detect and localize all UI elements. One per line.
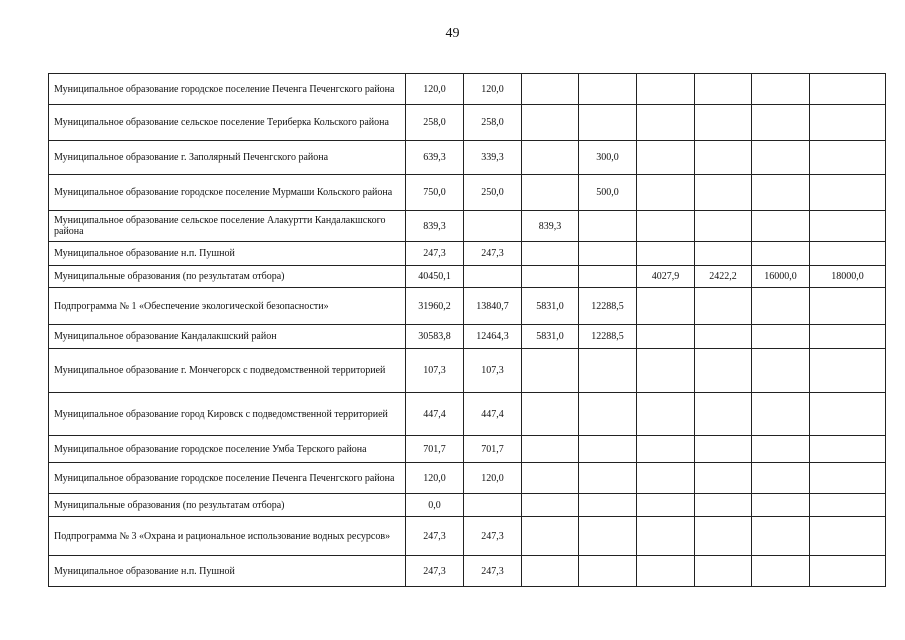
value-cell [464, 266, 522, 288]
value-cell [810, 74, 886, 105]
value-cell: 247,3 [464, 556, 522, 587]
value-cell: 40450,1 [406, 266, 464, 288]
value-cell [637, 211, 695, 242]
value-cell [752, 436, 810, 463]
row-name-cell: Муниципальное образование г. Заполярный Печенгского района [49, 141, 406, 175]
value-cell [637, 556, 695, 587]
value-cell [810, 494, 886, 517]
value-cell [810, 105, 886, 141]
value-cell: 120,0 [406, 463, 464, 494]
value-cell: 247,3 [464, 517, 522, 556]
value-cell [522, 517, 579, 556]
row-name-cell: Муниципальное образование городское поселение Мурмаши Кольского района [49, 175, 406, 211]
value-cell: 300,0 [579, 141, 637, 175]
value-cell [522, 393, 579, 436]
value-cell: 247,3 [406, 242, 464, 266]
row-name-cell: Муниципальное образование городское поселение Умба Терского района [49, 436, 406, 463]
value-cell [579, 74, 637, 105]
budget-table [48, 73, 886, 587]
value-cell [522, 242, 579, 266]
value-cell [810, 436, 886, 463]
value-cell [752, 211, 810, 242]
value-cell: 30583,8 [406, 325, 464, 349]
row-name-cell: Муниципальные образования (по результатам отбора) [49, 266, 406, 288]
value-cell [522, 349, 579, 393]
value-cell [695, 349, 752, 393]
value-cell [522, 105, 579, 141]
value-cell [810, 288, 886, 325]
value-cell: 5831,0 [522, 325, 579, 349]
value-cell: 247,3 [464, 242, 522, 266]
value-cell [637, 105, 695, 141]
value-cell [579, 211, 637, 242]
row-name-cell: Муниципальное образование город Кировск с подведомственной территорией [49, 393, 406, 436]
table-row [49, 105, 886, 141]
value-cell [695, 105, 752, 141]
table-row [49, 494, 886, 517]
table-row [49, 556, 886, 587]
row-name-cell: Муниципальное образование г. Мончегорск с подведомственной территорией [49, 349, 406, 393]
value-cell [695, 436, 752, 463]
table-row [49, 141, 886, 175]
table-row [49, 517, 886, 556]
value-cell [810, 211, 886, 242]
value-cell: 12464,3 [464, 325, 522, 349]
value-cell: 31960,2 [406, 288, 464, 325]
value-cell: 107,3 [464, 349, 522, 393]
value-cell [752, 325, 810, 349]
value-cell [637, 242, 695, 266]
value-cell [752, 175, 810, 211]
value-cell [637, 175, 695, 211]
row-name-cell: Подпрограмма № 3 «Охрана и рациональное использование водных ресурсов» [49, 517, 406, 556]
value-cell [695, 494, 752, 517]
value-cell [810, 349, 886, 393]
value-cell [752, 393, 810, 436]
value-cell [637, 74, 695, 105]
value-cell: 247,3 [406, 556, 464, 587]
row-name-cell: Муниципальные образования (по результатам отбора) [49, 494, 406, 517]
value-cell [752, 556, 810, 587]
row-name-cell: Муниципальное образование н.п. Пушной [49, 242, 406, 266]
value-cell: 701,7 [406, 436, 464, 463]
value-cell [695, 556, 752, 587]
value-cell [752, 288, 810, 325]
value-cell [637, 349, 695, 393]
value-cell: 2422,2 [695, 266, 752, 288]
value-cell [752, 141, 810, 175]
value-cell [522, 175, 579, 211]
value-cell [637, 436, 695, 463]
value-cell [752, 242, 810, 266]
value-cell [522, 141, 579, 175]
value-cell [752, 349, 810, 393]
value-cell: 500,0 [579, 175, 637, 211]
value-cell: 750,0 [406, 175, 464, 211]
value-cell: 120,0 [464, 463, 522, 494]
value-cell: 258,0 [464, 105, 522, 141]
row-name-cell: Муниципальное образование сельское поселение Териберка Кольского района [49, 105, 406, 141]
value-cell: 0,0 [406, 494, 464, 517]
value-cell [695, 393, 752, 436]
value-cell [637, 288, 695, 325]
value-cell [637, 463, 695, 494]
value-cell: 120,0 [406, 74, 464, 105]
value-cell [579, 556, 637, 587]
value-cell: 447,4 [464, 393, 522, 436]
table-row [49, 463, 886, 494]
table-row [49, 74, 886, 105]
value-cell [522, 463, 579, 494]
value-cell [810, 463, 886, 494]
value-cell: 250,0 [464, 175, 522, 211]
value-cell [695, 288, 752, 325]
value-cell [695, 211, 752, 242]
value-cell: 839,3 [406, 211, 464, 242]
value-cell: 16000,0 [752, 266, 810, 288]
value-cell [752, 494, 810, 517]
value-cell: 5831,0 [522, 288, 579, 325]
value-cell [810, 325, 886, 349]
value-cell [579, 463, 637, 494]
value-cell: 639,3 [406, 141, 464, 175]
value-cell [522, 74, 579, 105]
value-cell [810, 242, 886, 266]
value-cell [579, 349, 637, 393]
value-cell [522, 266, 579, 288]
value-cell [810, 556, 886, 587]
table-row [49, 349, 886, 393]
value-cell [579, 517, 637, 556]
value-cell [522, 494, 579, 517]
table-row [49, 325, 886, 349]
value-cell [522, 556, 579, 587]
value-cell [637, 325, 695, 349]
table-row [49, 393, 886, 436]
value-cell [522, 436, 579, 463]
value-cell: 701,7 [464, 436, 522, 463]
value-cell: 13840,7 [464, 288, 522, 325]
value-cell [637, 494, 695, 517]
value-cell [810, 393, 886, 436]
value-cell: 18000,0 [810, 266, 886, 288]
row-name-cell: Муниципальное образование Кандалакшский район [49, 325, 406, 349]
value-cell: 12288,5 [579, 288, 637, 325]
value-cell [637, 517, 695, 556]
value-cell [464, 211, 522, 242]
value-cell [810, 141, 886, 175]
value-cell: 258,0 [406, 105, 464, 141]
value-cell [695, 242, 752, 266]
value-cell [579, 242, 637, 266]
value-cell [579, 266, 637, 288]
row-name-cell: Муниципальное образование н.п. Пушной [49, 556, 406, 587]
row-name-cell: Муниципальное образование городское поселение Печенга Печенгского района [49, 74, 406, 105]
value-cell: 247,3 [406, 517, 464, 556]
value-cell: 107,3 [406, 349, 464, 393]
value-cell: 447,4 [406, 393, 464, 436]
value-cell [695, 74, 752, 105]
value-cell [695, 175, 752, 211]
value-cell [579, 393, 637, 436]
table-row [49, 266, 886, 288]
table-row [49, 211, 886, 242]
value-cell [695, 325, 752, 349]
value-cell [695, 141, 752, 175]
value-cell [637, 393, 695, 436]
value-cell: 339,3 [464, 141, 522, 175]
value-cell [752, 74, 810, 105]
value-cell: 839,3 [522, 211, 579, 242]
table-row [49, 175, 886, 211]
table-row [49, 242, 886, 266]
row-name-cell: Муниципальное образование городское поселение Печенга Печенгского района [49, 463, 406, 494]
value-cell [464, 494, 522, 517]
budget-table-body [49, 74, 886, 587]
row-name-cell: Подпрограмма № 1 «Обеспечение экологической безопасности» [49, 288, 406, 325]
table-row [49, 436, 886, 463]
value-cell [752, 517, 810, 556]
value-cell [810, 175, 886, 211]
page-number: 49 [445, 26, 460, 41]
table-row [49, 288, 886, 325]
value-cell [579, 105, 637, 141]
value-cell [752, 105, 810, 141]
value-cell: 4027,9 [637, 266, 695, 288]
value-cell [695, 463, 752, 494]
row-name-cell: Муниципальное образование сельское поселение Алакуртти Кандалакшского района [49, 211, 406, 242]
value-cell [810, 517, 886, 556]
value-cell [637, 141, 695, 175]
value-cell [752, 463, 810, 494]
value-cell [579, 436, 637, 463]
value-cell: 120,0 [464, 74, 522, 105]
value-cell: 12288,5 [579, 325, 637, 349]
value-cell [695, 517, 752, 556]
value-cell [579, 494, 637, 517]
